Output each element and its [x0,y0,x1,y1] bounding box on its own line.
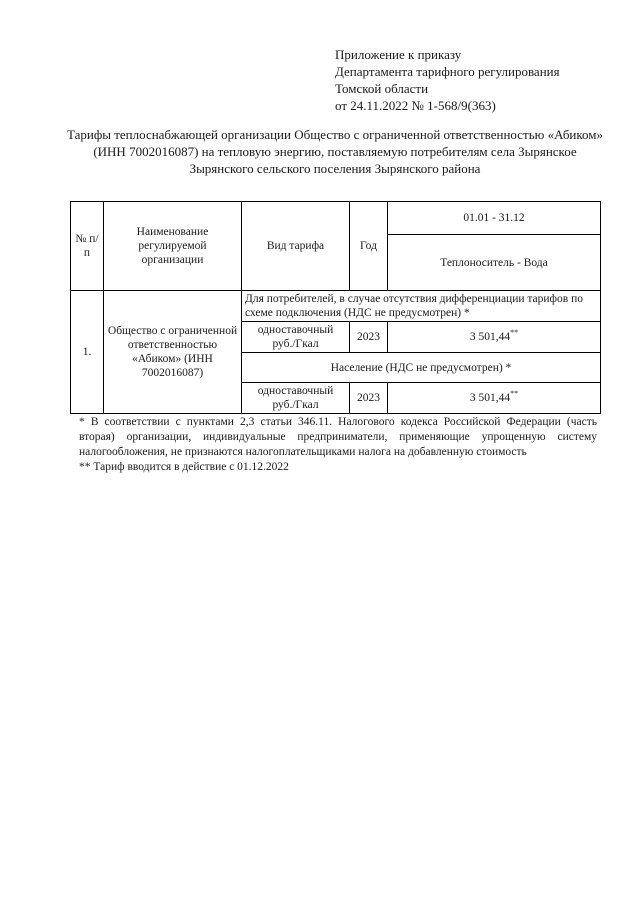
footnote-1: * В соответствии с пунктами 2,3 статьи 346.11. Налогового кодекса Российской Федерации (часть вторая) организации, индивидуальные предприниматели, применяющие упрощенную систему налогообложения, не признаются налогоплательщиками налога на добавленную стоимость [79,416,597,458]
footnote-2: ** Тариф вводится в действие с 01.12.2022 [79,461,289,473]
footnotes [79,415,597,475]
row-organization: Общество с ограниченной ответственностью «Абиком» (ИНН 7002016087) [104,291,242,414]
tariff-year-2: 2023 [350,383,388,414]
header-heat-carrier: Теплоноситель - Вода [388,235,601,291]
tariff-value-1-footnote-mark: ** [510,328,519,338]
annex-line-1: Приложение к приказу [335,47,462,62]
annex-line-3: Томской области [335,81,429,96]
tariff-value-2-number: 3 501,44 [469,392,511,404]
section-consumers: Для потребителей, в случае отсутствия дифференциации тарифов по схеме подключения (НДС не предусмотрен) * [242,291,601,322]
header-organization: Наименование регулируемой организации [104,202,242,291]
header-number: № п/п [71,202,104,291]
row-number: 1. [71,291,104,414]
section-population: Население (НДС не предусмотрен) * [242,353,601,383]
tariff-value-2 [388,383,601,414]
header-tariff-type: Вид тарифа [242,202,350,291]
tariff-table [70,201,601,414]
header-year: Год [350,202,388,291]
annex-line-4: от 24.11.2022 № 1-568/9(363) [335,98,496,113]
tariff-value-1-number: 3 501,44 [469,331,511,343]
tariff-value-1 [388,322,601,353]
tariff-type-2: одноставочный руб./Гкал [242,383,350,414]
tariff-year-1: 2023 [350,322,388,353]
annex-line-2: Департамента тарифного регулирования [335,64,560,79]
tariff-type-1: одноставочный руб./Гкал [242,322,350,353]
annex-header [335,46,560,114]
header-period: 01.01 - 31.12 [388,202,601,235]
document-title: Тарифы теплоснабжающей организации Общество с ограниченной ответственностью «Абиком» (ИНН 7002016087) на тепловую энергию, поставляемую потребителям села Зырянское Зырянского сельского поселения Зырянского района [66,127,604,176]
tariff-value-2-footnote-mark: ** [510,389,519,399]
